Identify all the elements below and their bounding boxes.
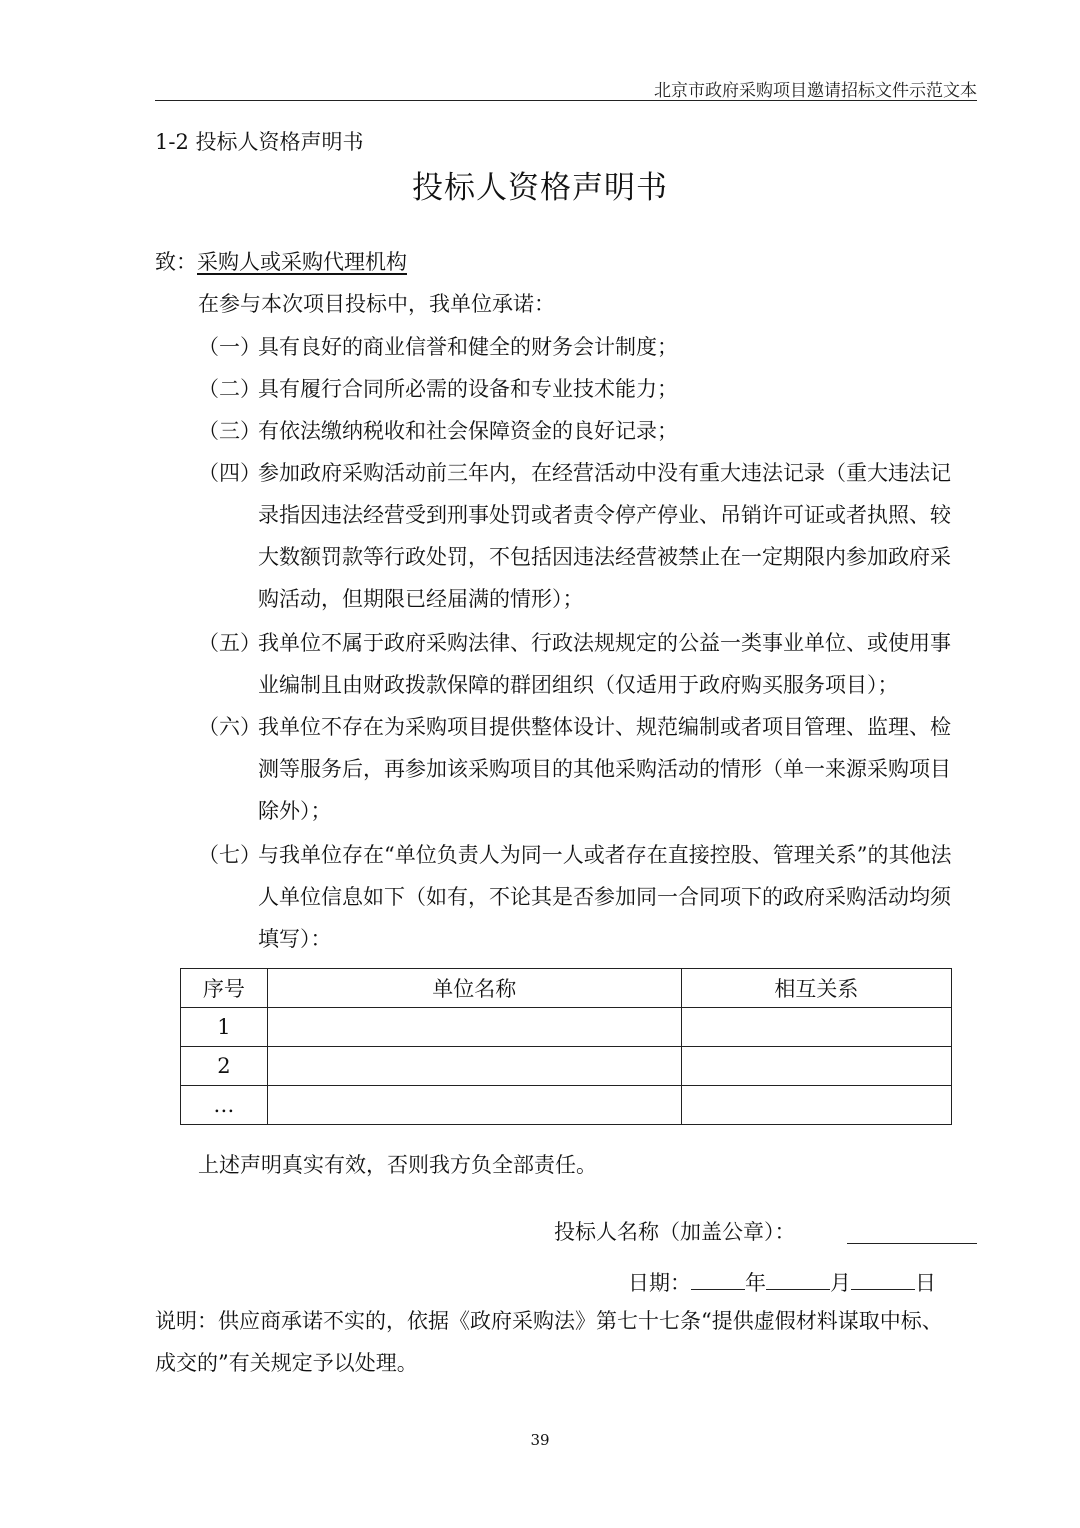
item-text-line: 人单位信息如下（如有，不论其是否参加同一合同项下的政府采购活动均须 (258, 885, 951, 909)
item-text-line: 具有履行合同所必需的设备和专业技术能力； (258, 377, 678, 401)
month-blank[interactable] (766, 1269, 830, 1290)
addressee-name: 采购人或采购代理机构 (197, 250, 407, 274)
date-label: 日期： (628, 1271, 691, 1295)
item-number: （四） (198, 461, 261, 485)
item-number: （五） (198, 631, 261, 655)
item-number: （三） (198, 419, 261, 443)
day-label: 日 (915, 1271, 936, 1295)
item-text-line: 我单位不属于政府采购法律、行政法规规定的公益一类事业单位、或使用事 (258, 631, 951, 655)
date-row (628, 1267, 936, 1297)
document-title: 投标人资格声明书 (412, 170, 668, 206)
table-row (181, 1047, 952, 1086)
header-cell-relationship: 相互关系 (681, 969, 951, 1008)
header-divider (155, 100, 977, 101)
item-text-line: 测等服务后，再参加该采购项目的其他采购活动的情形（单一来源采购项目 (258, 757, 951, 781)
item-text-line: 填写）： (258, 927, 332, 951)
month-label: 月 (830, 1271, 851, 1295)
item-text-line: 业编制且由财政拨款保障的群团组织（仅适用于政府购买服务项目）； (258, 673, 899, 697)
cell-entity-name[interactable] (267, 1047, 681, 1086)
item-text-line: 参加政府采购活动前三年内，在经营活动中没有重大违法记录（重大违法记 (258, 461, 951, 485)
cell-relationship[interactable] (681, 1047, 951, 1086)
table-header-row (181, 969, 952, 1008)
intro-paragraph: 在参与本次项目投标中，我单位承诺： (198, 292, 555, 316)
cell-entity-name[interactable] (267, 1008, 681, 1047)
page-number: 39 (530, 1431, 550, 1449)
item-number: （七） (198, 843, 261, 867)
day-blank[interactable] (851, 1269, 915, 1290)
header-cell-index: 序号 (181, 969, 268, 1008)
signer-blank-line[interactable] (847, 1243, 977, 1244)
cell-relationship[interactable] (681, 1086, 951, 1125)
cell-relationship[interactable] (681, 1008, 951, 1047)
declaration-statement: 上述声明真实有效，否则我方负全部责任。 (198, 1153, 597, 1177)
item-number: （一） (198, 335, 261, 359)
item-text-line: 有依法缴纳税收和社会保障资金的良好记录； (258, 419, 678, 443)
addressee-prefix: 致： (155, 250, 197, 274)
cell-entity-name[interactable] (267, 1086, 681, 1125)
note-line-1: 说明：供应商承诺不实的，依据《政府采购法》第七十七条“提供虚假材料谋取中标、 (155, 1309, 943, 1333)
signer-label: 投标人名称（加盖公章）： (554, 1220, 796, 1244)
header-cell-entity-name: 单位名称 (267, 969, 681, 1008)
cell-index: … (181, 1086, 268, 1125)
item-text-line: 除外）； (258, 799, 332, 823)
item-number: （六） (198, 715, 261, 739)
year-blank[interactable] (691, 1269, 745, 1290)
table-row (181, 1086, 952, 1125)
item-text-line: 录指因违法经营受到刑事处罚或者责令停产停业、吊销许可证或者执照、较 (258, 503, 951, 527)
related-entities-table (180, 968, 952, 1125)
cell-index: 2 (181, 1047, 268, 1086)
addressee-line (155, 252, 407, 273)
item-text-line: 大数额罚款等行政处罚，不包括因违法经营被禁止在一定期限内参加政府采 (258, 545, 951, 569)
year-label: 年 (745, 1271, 766, 1295)
item-text-line: 具有良好的商业信誉和健全的财务会计制度； (258, 335, 678, 359)
item-number: （二） (198, 377, 261, 401)
cell-index: 1 (181, 1008, 268, 1047)
section-label: 1-2 投标人资格声明书 (155, 130, 364, 154)
item-text-line: 我单位不存在为采购项目提供整体设计、规范编制或者项目管理、监理、检 (258, 715, 951, 739)
running-header: 北京市政府采购项目邀请招标文件示范文本 (654, 81, 977, 101)
item-text-line: 与我单位存在“单位负责人为同一人或者存在直接控股、管理关系”的其他法 (258, 843, 952, 867)
table-row (181, 1008, 952, 1047)
item-text-line: 购活动，但期限已经届满的情形）； (258, 587, 584, 611)
note-line-2: 成交的”有关规定予以处理。 (155, 1351, 418, 1375)
